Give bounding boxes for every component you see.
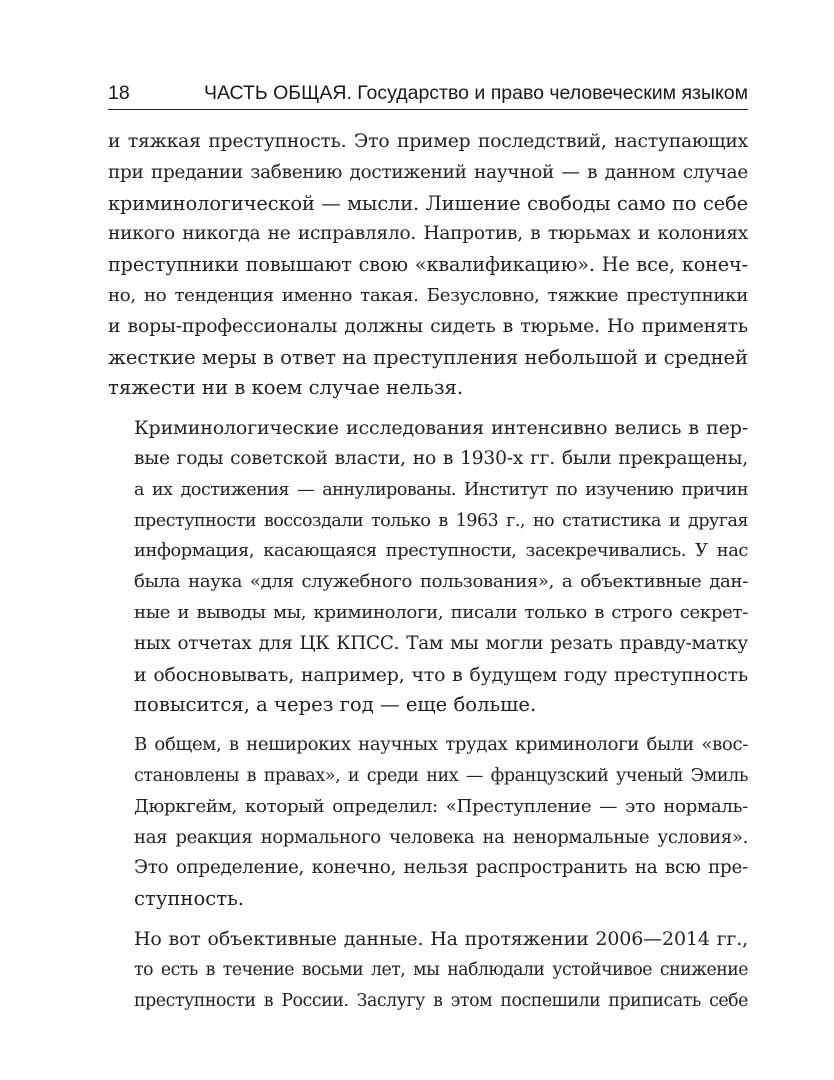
text-line: преступники повышают свою «квалификацию». Не все, конеч-: [108, 253, 748, 277]
text-line: и тяжкая преступность. Это пример последствий, наступающих: [108, 131, 748, 152]
text-line: ных отчетах для ЦК КПСС. Там мы могли резать правду-матку: [134, 632, 748, 654]
text-line: становлены в правах», и среди них — французский ученый Эмиль: [134, 765, 748, 786]
paragraph-2: [108, 413, 748, 721]
text-line: ные и выводы мы, криминологи, писали только в строго секрет-: [134, 601, 748, 623]
text-line: повысится, а через год — еще больше.: [134, 693, 537, 717]
header-rule: [108, 109, 748, 110]
text-line: и воры-профессионалы должны сидеть в тюрьме. Но применять: [108, 315, 748, 337]
text-line: преступности воссоздали только в 1963 г., но статистика и другая: [134, 510, 748, 531]
text-line: криминологической — мысли. Лишение свободы само по себе: [108, 191, 748, 215]
text-line: тяжести ни в коем случае нельзя.: [108, 376, 464, 400]
text-line: В общем, в неширокиx научных трудах криминологи были «вос-: [134, 734, 748, 756]
text-line: информация, касающаяся преступности, засекречивались. У нас: [134, 541, 748, 562]
text-line: ступность.: [134, 887, 244, 911]
text-line: Это определение, конечно, нельзя распространить на всю пре-: [134, 857, 748, 879]
text-line: никого никогда не исправляло. Напротив, в тюрьмах и колониях: [108, 223, 748, 245]
running-head-title: ЧАСТЬ ОБЩАЯ. Государство и право человеческим языком: [203, 82, 748, 104]
text-line: жесткие меры в ответ на преступления небольшой и средней: [108, 345, 748, 369]
text-line: Криминологические исследования интенсивно велись в пер-: [134, 417, 748, 440]
running-head: [108, 80, 748, 106]
text-line: и обосновывать, например, что в будущем году преступность: [134, 663, 748, 686]
page-number: 18: [108, 82, 130, 104]
paragraph-3: [108, 730, 748, 915]
text-line: при предании забвению достижений научной — в данном случае: [108, 161, 748, 183]
text-line: то есть в течение восьми лет, мы наблюдали устойчивое снижение: [134, 959, 748, 980]
paragraph-4: [108, 924, 748, 1016]
text-line: Но вот объективные данные. На протяжении 2006—2014 гг.,: [134, 927, 748, 950]
text-line: вые годы советской власти, но в 1930-х гг. были прекращены,: [134, 447, 748, 469]
text-line: преступности в России. Заслугу в этом поспешили приписать себе: [134, 990, 748, 1011]
text-line: но, но тенденция именно такая. Безусловно, тяжкие преступники: [108, 284, 748, 306]
text-line: была наука «для служебного пользования», а объективные дан-: [134, 571, 748, 593]
body-text: [108, 127, 748, 1025]
text-line: ная реакция нормального человека на ненормальные условия».: [134, 826, 748, 848]
paragraph-1: [108, 127, 748, 404]
text-line: а их достижения — аннулированы. Институт по изучению причин: [134, 479, 748, 500]
text-line: Дюркгейм, который определил: «Преступление — это нормаль-: [134, 795, 748, 817]
